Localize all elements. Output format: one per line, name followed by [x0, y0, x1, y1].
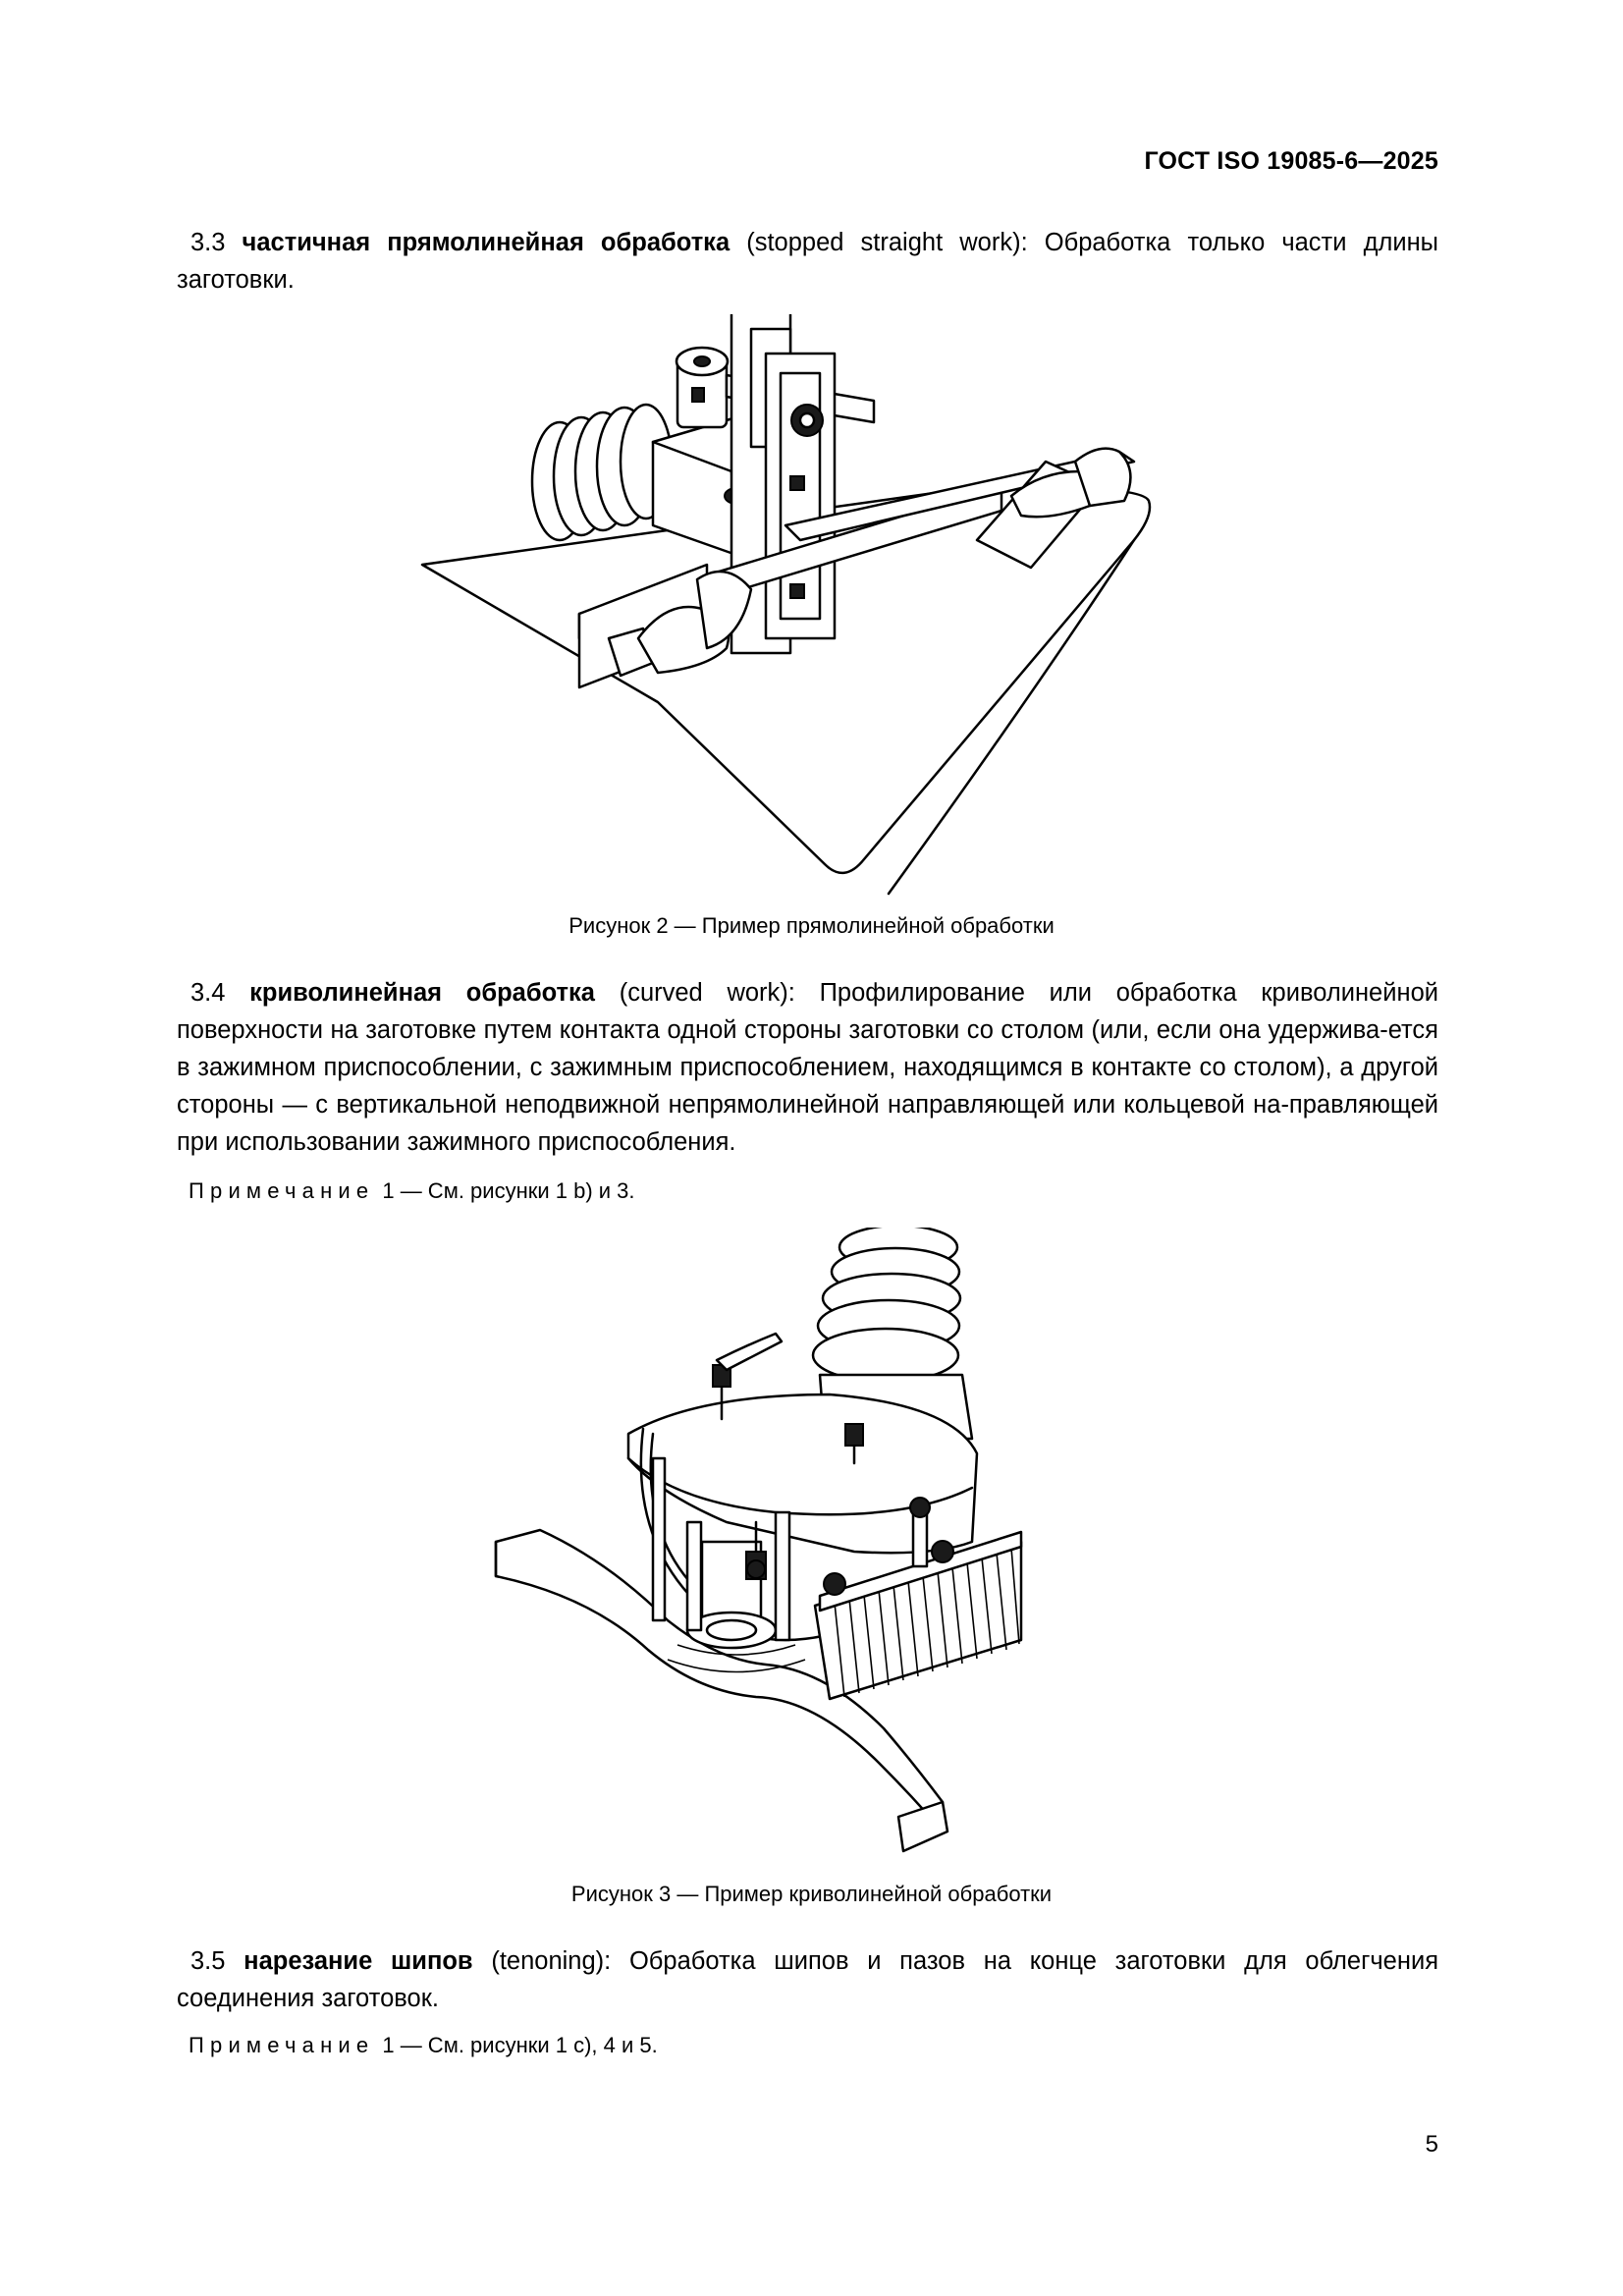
note-3-4-text: 1 — См. рисунки 1 b) и 3. — [382, 1178, 635, 1203]
section-3-5-number: 3.5 — [190, 1947, 226, 1975]
section-3-5-definition: (tenoning): Обработка шипов и пазов на конце заготовки для облегчения соединения заготовок. — [177, 1947, 1438, 2012]
figure-3-caption: Рисунок 3 — Пример криволинейной обработки — [570, 1882, 1053, 1906]
note-3-5-label: Примечание — [189, 2033, 375, 2057]
figure-2-caption: Рисунок 2 — Пример прямолинейной обработки — [568, 913, 1055, 938]
page-number: 5 — [1425, 2131, 1438, 2158]
figure-2-straight-work-illustration — [412, 314, 1159, 903]
section-3-4-term: криволинейная обработка — [249, 979, 595, 1007]
standard-id-header: ГОСТ ISO 19085-6—2025 — [1144, 147, 1438, 175]
section-3-4-definition: (curved work): Профилирование или обработка криволинейной поверхности на заготовке путем контакта одной стороны заготовки со столом (или, если она удержива-ется в зажимном приспособлении, с зажимным приспособлением, находящимся в контакте со столом), а другой стороны — с вертикальной неподвижной непрямолинейной направляющей или кольцевой на-правляющей при использовании зажимного приспособления. — [177, 979, 1438, 1156]
section-3-3 — [177, 224, 1438, 299]
section-3-4 — [177, 974, 1438, 1161]
note-3-5 — [189, 2031, 658, 2060]
section-3-3-definition: (stopped straight work): Обработка только части длины заготовки. — [177, 229, 1438, 294]
section-3-3-number: 3.3 — [190, 229, 226, 256]
section-3-5-term: нарезание шипов — [243, 1947, 473, 1975]
figure-3-curved-work-illustration — [481, 1228, 1090, 1876]
note-3-4 — [189, 1176, 635, 1206]
section-3-4-number: 3.4 — [190, 979, 226, 1007]
note-3-5-text: 1 — См. рисунки 1 c), 4 и 5. — [382, 2033, 658, 2057]
section-3-5 — [177, 1942, 1438, 2017]
note-3-4-label: Примечание — [189, 1178, 375, 1203]
section-3-3-term: частичная прямолинейная обработка — [242, 229, 730, 256]
